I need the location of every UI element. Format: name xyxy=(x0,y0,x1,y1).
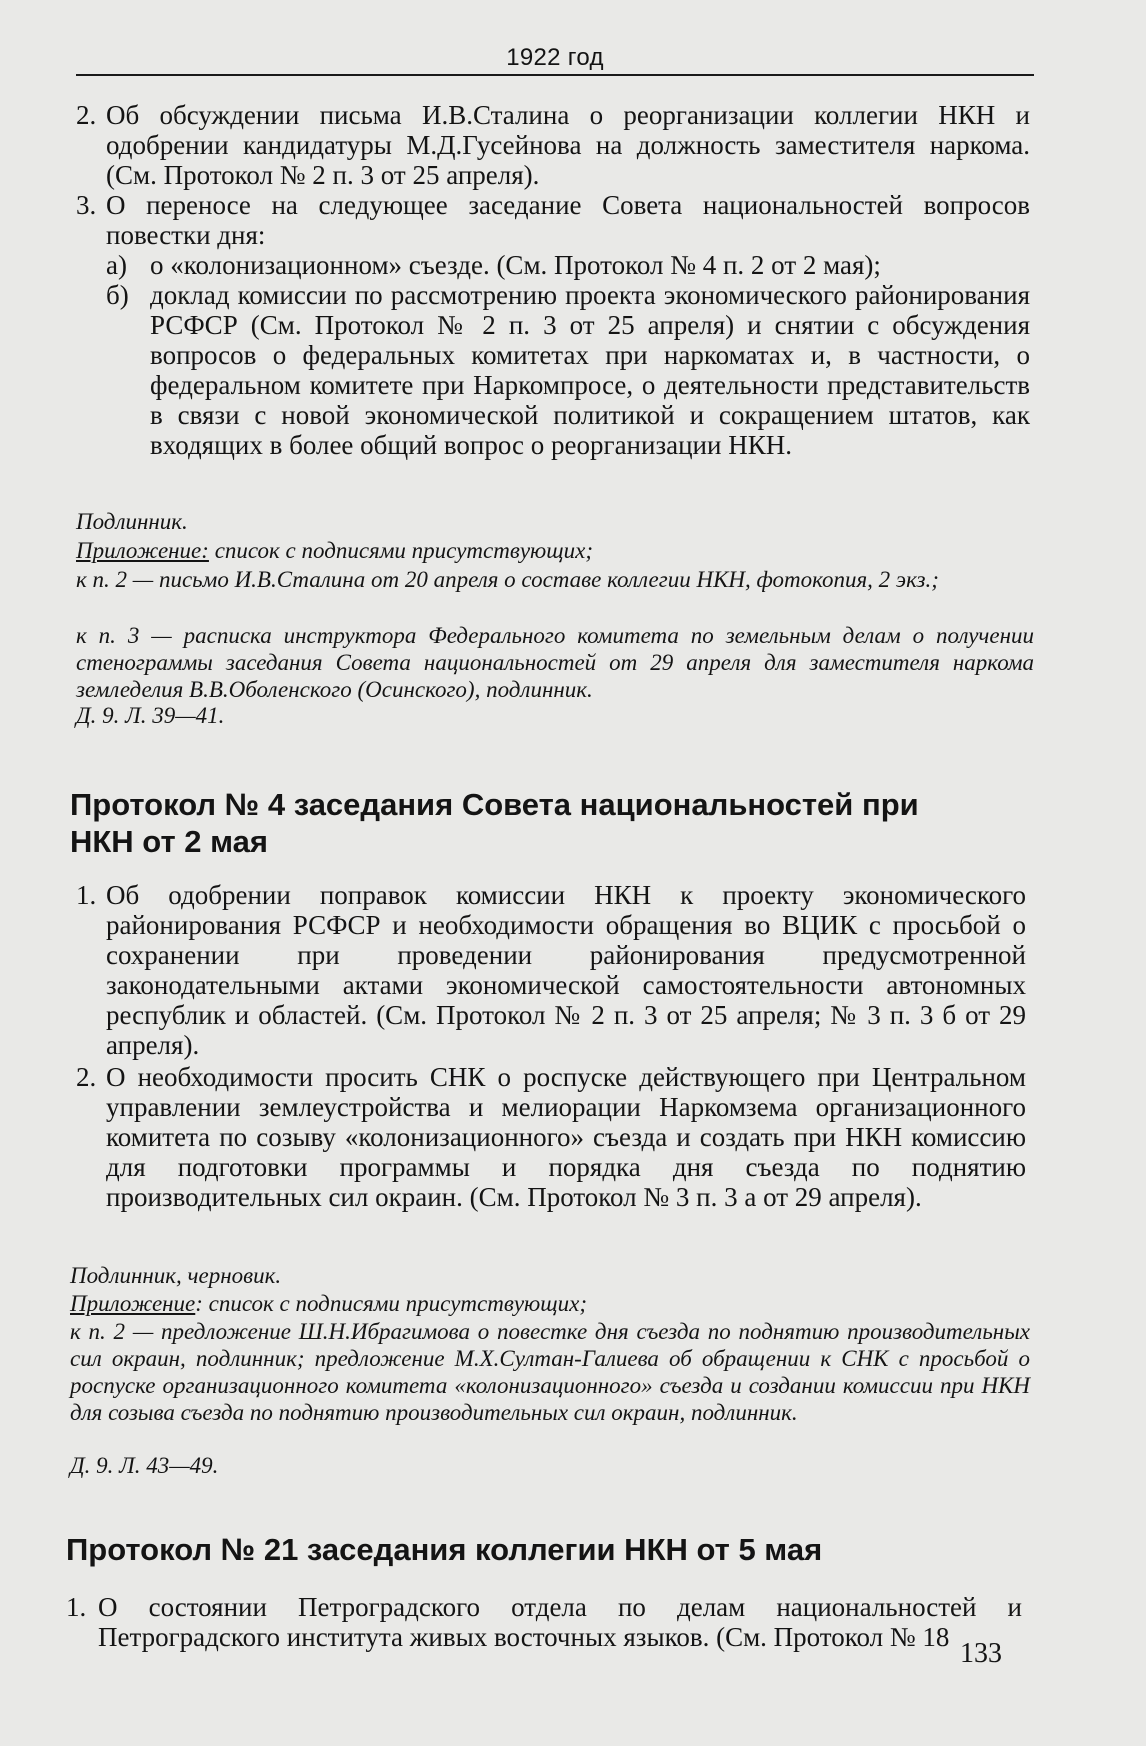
agenda-subitem: о «колонизационном» съезде. (См. Протокол № 4 п. 2 от 2 мая); xyxy=(150,250,881,280)
source-note: Подлинник. xyxy=(76,509,188,534)
running-head: 1922 год xyxy=(506,44,604,71)
header-rule xyxy=(76,74,1034,76)
section-heading: Протокол № 4 заседания Совета национальностей при НКН от 2 мая xyxy=(70,787,919,859)
item-number: 3. xyxy=(76,190,97,220)
appendix-note xyxy=(70,1290,1030,1317)
archive-reference: Д. 9. Л. 39—41. xyxy=(76,703,225,728)
source-note: Подлинник, черновик. xyxy=(70,1263,282,1288)
attachment-note: к п. 2 — предложение Ш.Н.Ибрагимова о повестке дня съезда по поднятию производительных сил окраин, подлинник; предложение М.Х.Султан-Галиева об обращении к СНК с просьбой о роспуске организационного комитета «колонизационного» съезда и создании комиссии при НКН для созыва съезда по поднятию производительных сил окраин, подлинник. xyxy=(70,1319,1030,1425)
agenda-item: Об обсуждении письма И.В.Сталина о реорганизации коллегии НКН и одобрении кандидатуры М.Д.Гусейнова на должность заместителя наркома. (См. Протокол № 2 п. 3 от 25 апреля). xyxy=(106,100,1030,190)
appendix-text: список с подписями присутствующих; xyxy=(214,538,593,563)
item-number: 2. xyxy=(76,100,97,130)
archive-reference: Д. 9. Л. 43—49. xyxy=(70,1453,219,1478)
page-number: 133 xyxy=(960,1638,1002,1669)
appendix-label: Приложение xyxy=(70,1291,196,1316)
appendix-text: : список с подписями присутствующих; xyxy=(195,1291,587,1316)
item-number: 2. xyxy=(76,1062,97,1092)
attachment-note: к п. 3 — расписка инструктора Федерального комитета по земельным делам о получении стенограммы заседания Совета национальностей от 29 апреля для заместителя наркома земледелия В.В.Оболенского (Осинского), подлинник. xyxy=(76,623,1034,702)
agenda-item: О состоянии Петроградского отдела по делам национальностей и Петроградского института живых восточных языков. (См. Протокол № 18 xyxy=(98,1592,1022,1652)
item-number: а) xyxy=(106,250,127,280)
agenda-subitem: доклад комиссии по рассмотрению проекта экономического районирования РСФСР (См. Протокол № 2 п. 3 от 25 апреля) и снятии с обсуждения вопросов о федеральных комитетах при наркоматах и, в частности, о федеральном комитете при Наркомпросе, о деятельности представительств в связи с новой экономической политикой и сокращением штатов, как входящих в более общий вопрос о реорганизации НКН. xyxy=(150,280,1030,460)
agenda-item: О переносе на следующее заседание Совета национальностей вопросов повестки дня: xyxy=(106,190,1030,250)
agenda-item: О необходимости просить СНК о роспуске действующего при Центральном управлении землеустройства и мелиорации Наркомзема организационного комитета по созыву «колонизационного» съезда и создать при НКН комиссию для подготовки программы и порядка дня съезда по поднятию производительных сил окраин. (См. Протокол № 3 п. 3 а от 29 апреля). xyxy=(106,1062,1026,1212)
item-number: 1. xyxy=(66,1592,87,1622)
appendix-note xyxy=(76,537,1034,564)
section-heading: Протокол № 21 заседания коллегии НКН от 5 мая xyxy=(66,1532,823,1567)
agenda-item: Об одобрении поправок комиссии НКН к проекту экономического районирования РСФСР и необходимости обращения во ВЦИК с просьбой о сохранении при проведении районирования предусмотренной законодательными актами экономической самостоятельности автономных республик и областей. (См. Протокол № 2 п. 3 от 25 апреля; № 3 п. 3 б от 29 апреля). xyxy=(106,880,1026,1060)
appendix-label: Приложение: xyxy=(76,538,209,563)
attachment-note: к п. 2 — письмо И.В.Сталина от 20 апреля о составе коллегии НКН, фотокопия, 2 экз.; xyxy=(76,567,939,592)
item-number: 1. xyxy=(76,880,97,910)
item-number: б) xyxy=(106,280,129,310)
